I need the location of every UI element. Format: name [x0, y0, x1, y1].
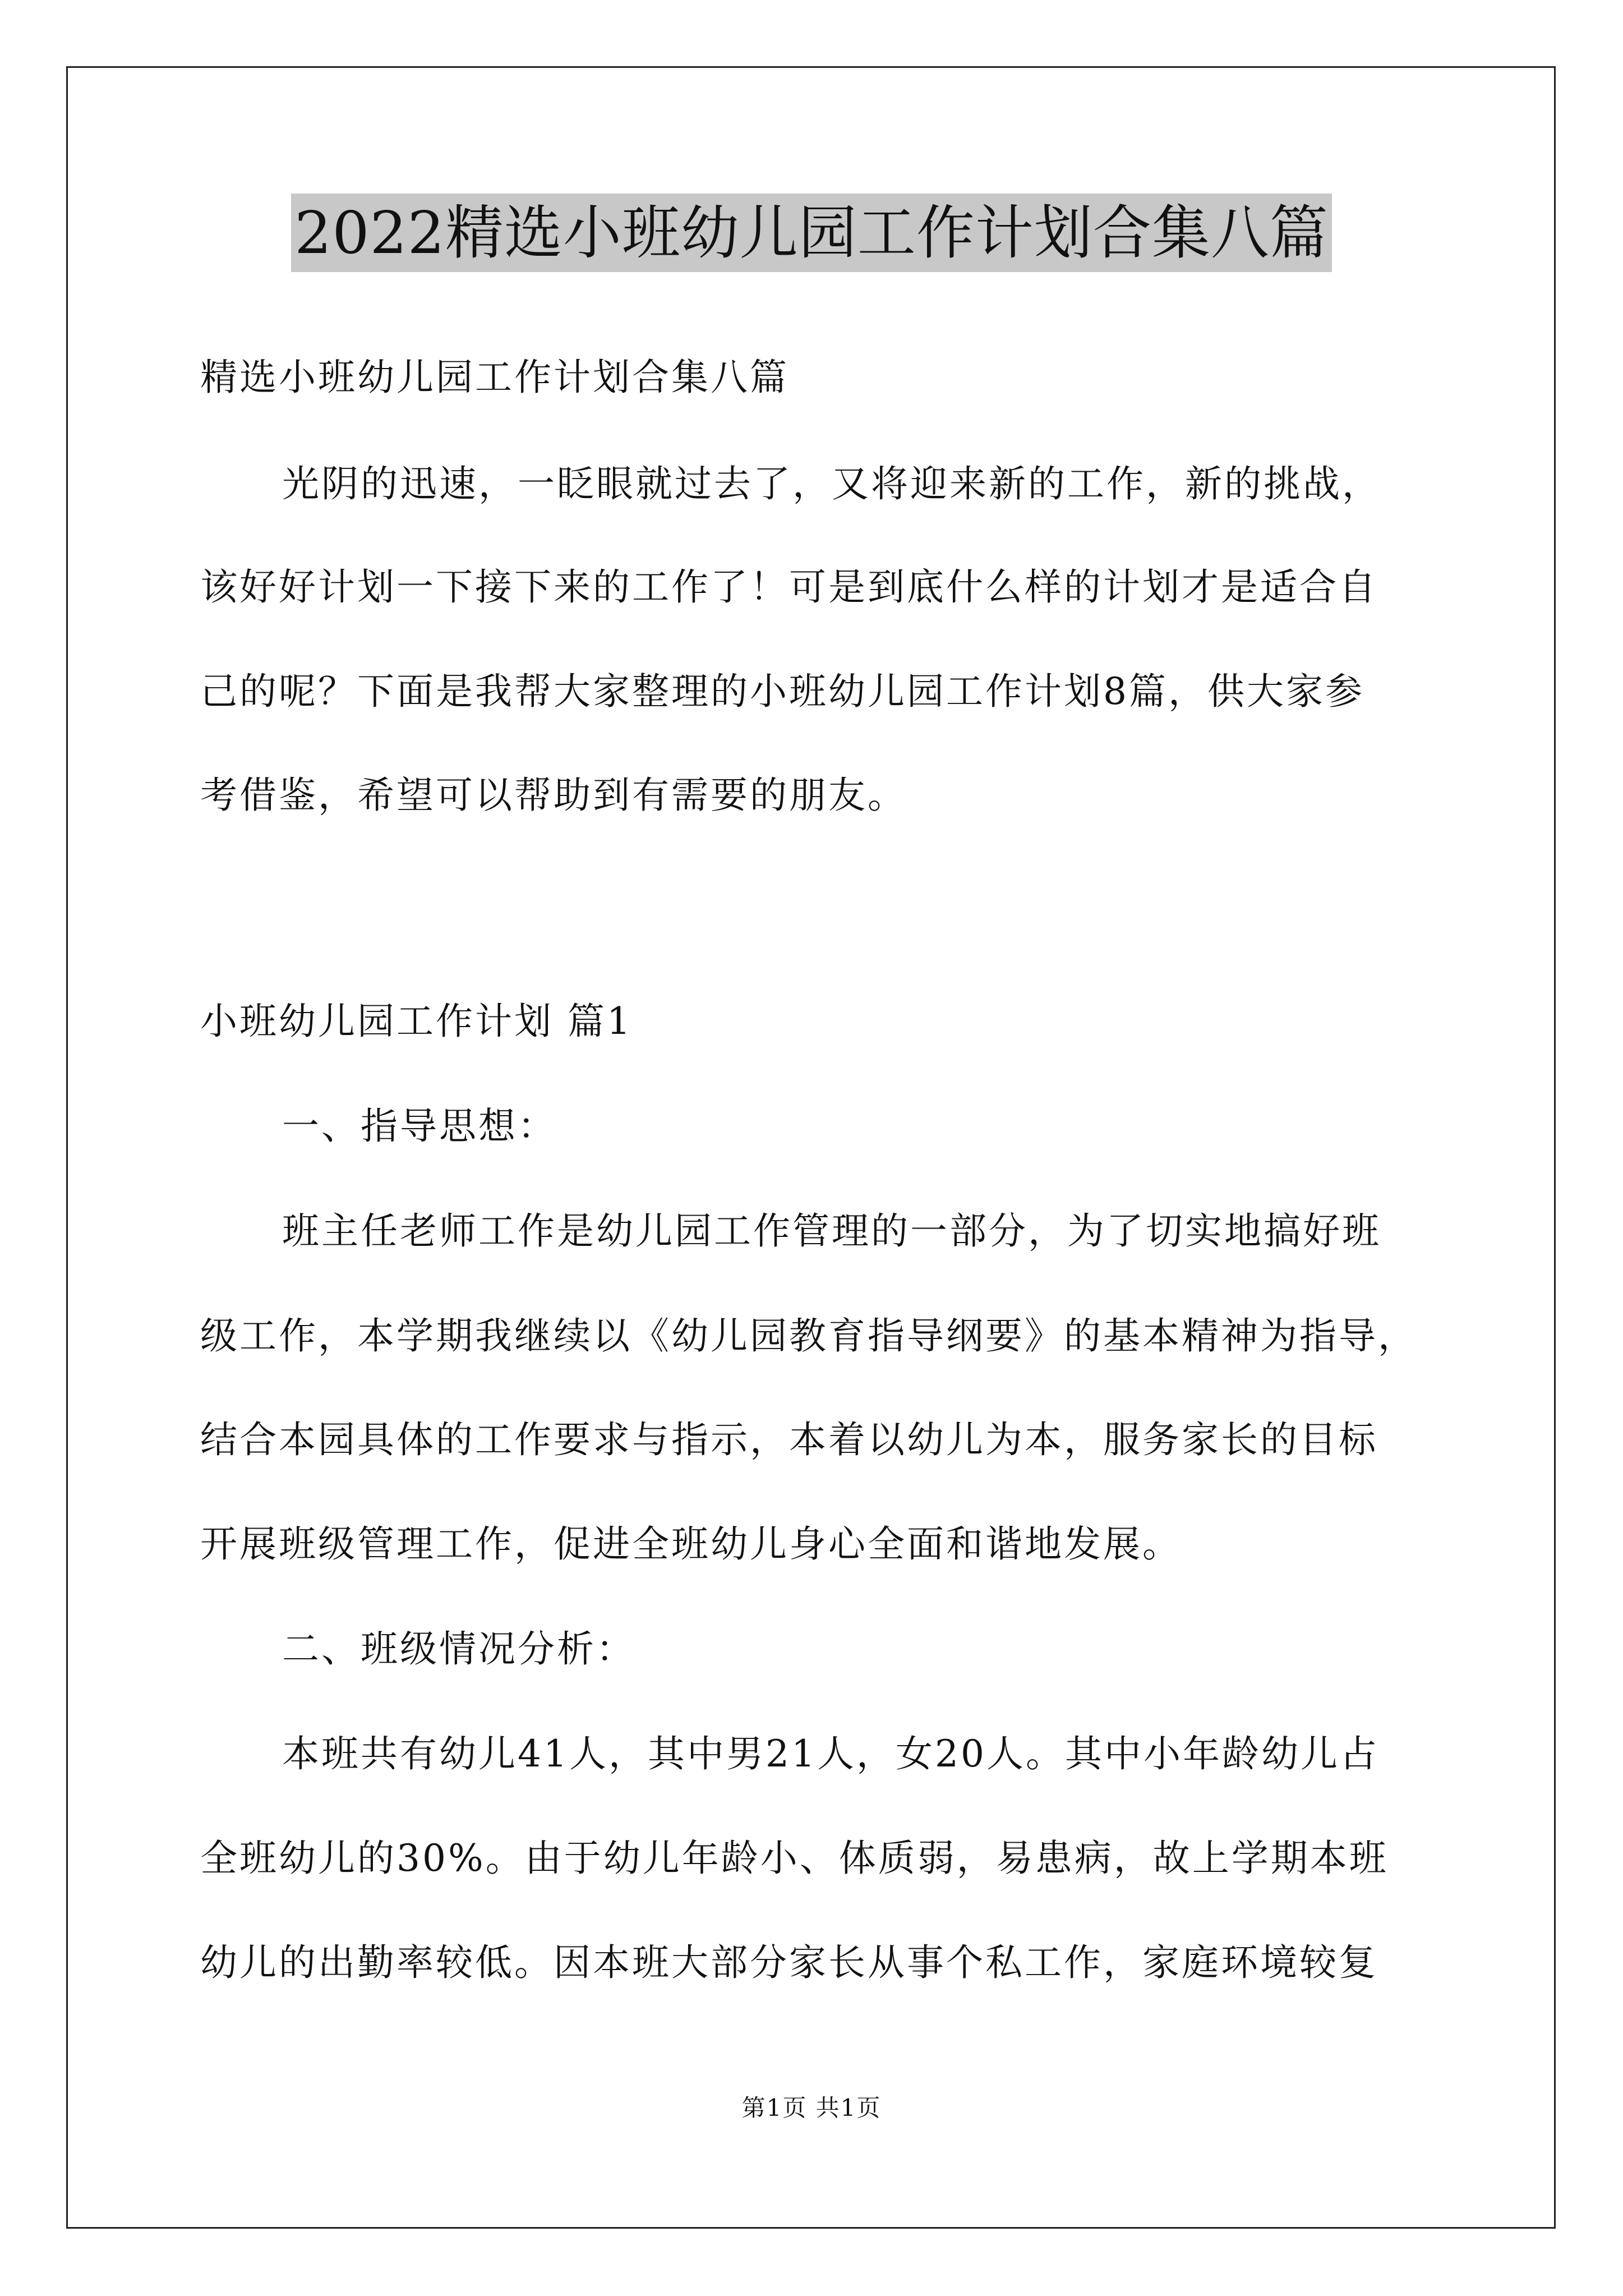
section-heading: 小班幼儿园工作计划 篇1	[200, 1000, 633, 1043]
paragraph-line: 幼儿的出勤率较低。因本班大部分家长从事个私工作，家庭环境较复	[200, 1941, 1378, 1984]
paragraph-line: 本班共有幼儿41人，其中男21人，女20人。其中小年龄幼儿占	[282, 1732, 1379, 1775]
intro-line-2: 该好好计划一下接下来的工作了！可是到底什么样的计划才是适合自	[200, 565, 1378, 609]
subheading-guiding-thought: 一、指导思想：	[282, 1105, 557, 1148]
paragraph-line: 级工作，本学期我继续以《幼儿园教育指导纲要》的基本精神为指导，	[200, 1314, 1417, 1358]
subtitle-line: 精选小班幼儿园工作计划合集八篇	[200, 356, 789, 399]
document-title: 2022精选小班幼儿园工作计划合集八篇	[291, 194, 1332, 272]
intro-line-1: 光阴的迅速，一眨眼就过去了，又将迎来新的工作，新的挑战，	[282, 462, 1381, 505]
paragraph-line: 结合本园具体的工作要求与指示，本着以幼儿为本，服务家长的目标	[200, 1418, 1378, 1461]
intro-line-4: 考借鉴，希望可以帮助到有需要的朋友。	[200, 774, 907, 817]
title-area	[0, 194, 1623, 272]
intro-line-3: 己的呢？下面是我帮大家整理的小班幼儿园工作计划8篇，供大家参	[200, 670, 1364, 713]
paragraph-line: 全班幼儿的30%。由于幼儿年龄小、体质弱，易患病，故上学期本班	[200, 1837, 1389, 1880]
paragraph-line: 班主任老师工作是幼儿园工作管理的一部分，为了切实地搞好班	[282, 1209, 1381, 1253]
subheading-class-analysis: 二、班级情况分析：	[282, 1627, 635, 1671]
page-footer: 第1页 共1页	[741, 2094, 882, 2122]
paragraph-line: 开展班级管理工作，促进全班幼儿身心全面和谐地发展。	[200, 1522, 1182, 1566]
